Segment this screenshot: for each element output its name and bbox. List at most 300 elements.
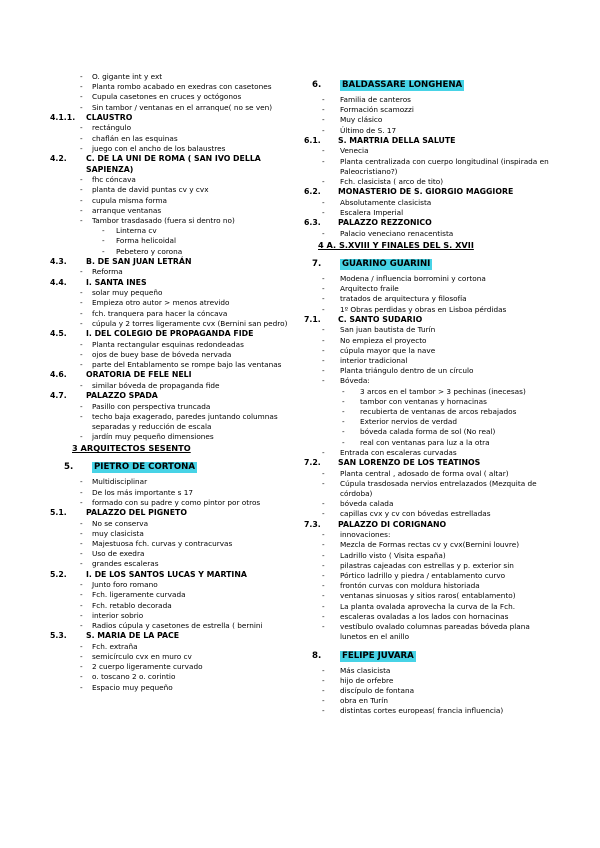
bullet-dash: - (322, 284, 325, 294)
bullet-item (304, 325, 554, 335)
bullet-dash: - (80, 123, 83, 133)
bullet-text: muy clasicista (92, 528, 144, 538)
bullet-dash: - (322, 345, 325, 355)
bullet-item (304, 376, 554, 386)
bullet-text: solar muy pequeño (92, 288, 163, 298)
bullet-item (50, 123, 294, 133)
bullet-text: Fch. clasicista ( arco de tito) (340, 177, 444, 187)
bullet-dash: - (80, 349, 83, 359)
bullet-item (50, 206, 294, 216)
bullet-item (50, 621, 294, 631)
bullet-item (304, 407, 554, 417)
bullet-text: No empieza el proyecto (340, 335, 427, 345)
bullet-dash: - (80, 288, 83, 298)
section-heading (50, 570, 294, 581)
bullet-dash: - (322, 294, 325, 304)
bullet-item (50, 590, 294, 600)
bullet-item (50, 144, 294, 154)
bullet-item (304, 602, 554, 612)
bullet-item (50, 432, 294, 442)
section-number: 7.1. (304, 314, 321, 324)
bullet-text: parte del Entablamento se rompe bajo las ventanas (92, 360, 282, 370)
bullet-item (304, 551, 554, 561)
bullet-dash: - (80, 432, 83, 442)
bullet-text: bóveda calada forma de sol (No real) (360, 427, 496, 437)
bullet-dash: - (322, 509, 325, 519)
bullet-item (50, 683, 294, 693)
bullet-text: Forma helicoidal (116, 236, 176, 246)
bullet-text: San juan bautista de Turín (340, 325, 436, 335)
bullet-text: ventanas sinuosas y sitios raros( entablamento) (340, 591, 516, 601)
bullet-dash: - (322, 696, 325, 706)
bullet-text: ojos de buey base de bóveda nervada (92, 349, 232, 359)
bullet-item (50, 477, 294, 487)
bullet-dash: - (80, 590, 83, 600)
bullet-item (304, 95, 554, 105)
bullet-dash: - (80, 72, 83, 81)
bullet-dash: - (80, 682, 83, 692)
bullet-item (304, 198, 554, 208)
bullet-dash: - (322, 581, 325, 591)
bullet-dash: - (322, 356, 325, 366)
section-number: 7.2. (304, 458, 321, 468)
bullet-text: tambor con ventanas y hornacinas (360, 396, 487, 406)
bullet-dash: - (342, 417, 345, 427)
bullet-item (304, 346, 554, 356)
section-number: 5.3. (50, 631, 67, 641)
bullet-dash: - (322, 115, 325, 125)
bullet-text: No se conserva (92, 518, 149, 528)
bullet-dash: - (80, 339, 83, 349)
architect-name: FELIPE JUVARA (342, 650, 414, 661)
bullet-dash: - (322, 447, 325, 457)
bullet-dash: - (80, 205, 83, 215)
section-heading (304, 520, 554, 531)
bullet-text: similar bóveda de propaganda fide (92, 380, 220, 390)
bullet-item (304, 427, 554, 437)
bullet-text: rectángulo (92, 123, 132, 133)
bullet-dash: - (322, 478, 325, 488)
bullet-text: Escalera Imperial (340, 208, 404, 218)
bullet-text: real con ventanas para luz a la otra (360, 437, 490, 447)
bullet-item (50, 298, 294, 308)
bullet-item (304, 305, 554, 315)
bullet-dash: - (102, 246, 105, 256)
bullet-dash: - (322, 499, 325, 509)
bullet-item (50, 103, 294, 113)
section-number: 6.2. (304, 187, 321, 197)
bullet-dash: - (322, 540, 325, 550)
bullet-dash: - (102, 226, 105, 236)
bullet-text: Tambor trasdasado (fuera si dentro no) (92, 216, 235, 226)
bullet-text: Cupula casetones en cruces y octógonos (92, 92, 242, 102)
bullet-item (304, 622, 554, 642)
right-column (304, 72, 554, 717)
section-heading (50, 329, 294, 340)
bullet-text: tratados de arquitectura y filosofía (340, 294, 467, 304)
bullet-dash: - (322, 105, 325, 115)
bullet-item (304, 509, 554, 519)
bullet-item (50, 601, 294, 611)
bullet-text: discípulo de fontana (340, 685, 415, 695)
bullet-item (304, 591, 554, 601)
section-title: I. DE LOS SANTOS LUCAS Y MARTINA (86, 569, 247, 579)
section-heading (50, 370, 294, 381)
architect-name: BALDASSARE LONGHENA (342, 80, 463, 90)
bullet-text: pilastras cajeadas con estrellas y p. exterior sin (340, 560, 514, 570)
bullet-text: hijo de orfebre (340, 675, 394, 685)
bullet-text: cupula misma forma (92, 195, 168, 205)
bullet-text: cúpula mayor que la nave (340, 345, 436, 355)
bullet-text: Pasillo con perspectiva truncada (92, 401, 211, 411)
bullet-text: Entrada con escaleras curvadas (340, 447, 457, 457)
bullet-item (50, 350, 294, 360)
section-heading (50, 257, 294, 268)
bullet-dash: - (342, 427, 345, 437)
bullet-dash: - (80, 600, 83, 610)
bullet-dash: - (80, 641, 83, 651)
bullet-item (50, 72, 294, 82)
section-title: MONASTERIO DE S. GIORGIO MAGGIORE (338, 187, 514, 197)
bullet-dash: - (322, 468, 325, 478)
bullet-item (50, 247, 294, 257)
bullet-item (304, 387, 554, 397)
bullet-item (304, 417, 554, 427)
bullet-text: Sin tambor / ventanas en el arranque( no se ven) (92, 102, 273, 112)
section-number: 4.5. (50, 329, 67, 339)
bullet-item (50, 549, 294, 559)
bullet-item (304, 561, 554, 571)
bullet-dash: - (80, 518, 83, 528)
bullet-dash: - (322, 571, 325, 581)
bullet-text: Formación scamozzi (340, 105, 414, 115)
section-number: 4.7. (50, 391, 67, 401)
bullet-text: escaleras ovaladas a los lados con hornacinas (340, 611, 509, 621)
bullet-item (304, 284, 554, 294)
bullet-dash: - (80, 662, 83, 672)
section-title: B. DE SAN JUAN LETRÁN (86, 256, 192, 266)
bullet-text: Majestuosa fch. curvas y contracurvas (92, 539, 233, 549)
bullet-text: innovaciones: (340, 530, 391, 540)
bullet-item (50, 185, 294, 195)
bullet-item (50, 134, 294, 144)
section-heading (50, 278, 294, 289)
bullet-item (50, 196, 294, 206)
bullet-item (50, 611, 294, 621)
bullet-item (50, 539, 294, 549)
section-number: 4.1.1. (50, 112, 76, 122)
bullet-text: Pebetero y corona (116, 246, 183, 256)
bullet-text: techo baja exagerado, paredes juntando columnas separadas y reducción de escala (92, 411, 278, 432)
bullet-item (50, 672, 294, 682)
bullet-text: bóveda calada (340, 499, 394, 509)
bullet-item (50, 82, 294, 92)
bullet-text: formado con su padre y como pintor por otros (92, 497, 261, 507)
bullet-item (304, 581, 554, 591)
bullet-item (304, 448, 554, 458)
section-number: 4.3. (50, 256, 67, 266)
bullet-dash: - (80, 360, 83, 370)
bullet-item (304, 686, 554, 696)
architect-number: 8. (312, 650, 322, 661)
bullet-text: Empieza otro autor > menos atrevido (92, 298, 230, 308)
bullet-dash: - (80, 477, 83, 487)
architect-number: 7. (312, 259, 322, 270)
bullet-text: 2 cuerpo ligeramente curvado (92, 662, 203, 672)
section-title: I. DEL COLEGIO DE PROPAGANDA FIDE (86, 329, 254, 339)
bullet-dash: - (80, 621, 83, 631)
left-column (50, 72, 294, 693)
bullet-text: Bóveda: (340, 376, 370, 386)
section-number: 4.2. (50, 154, 67, 164)
bullet-text: chaflán en las esquinas (92, 133, 178, 143)
bullet-text: Linterna cv (116, 226, 157, 236)
bullet-text: Último de S. 17 (340, 125, 397, 135)
bullet-item (50, 529, 294, 539)
bullet-dash: - (80, 216, 83, 226)
bullet-text: Uso de exedra (92, 549, 145, 559)
bullet-dash: - (80, 487, 83, 497)
bullet-dash: - (322, 146, 325, 156)
bullet-text: Planta rombo acabado en exedras con casetones (92, 82, 272, 92)
bullet-dash: - (80, 559, 83, 569)
bullet-dash: - (322, 274, 325, 284)
bullet-text: Planta rectangular esquinas redondeadas (92, 339, 244, 349)
bullet-item (304, 146, 554, 156)
bullet-dash: - (322, 675, 325, 685)
bullet-dash: - (322, 95, 325, 104)
bullet-item (50, 267, 294, 277)
bullet-item (304, 105, 554, 115)
section-title: C. DE LA UNI DE ROMA ( SAN IVO DELLA SAPIENZA) (86, 154, 261, 174)
bullet-item (304, 706, 554, 716)
bullet-dash: - (80, 195, 83, 205)
bullet-item (304, 157, 554, 177)
bullet-text: Multidisciplinar (92, 477, 148, 487)
bullet-dash: - (322, 611, 325, 621)
bullet-dash: - (80, 401, 83, 411)
bullet-text: juego con el ancho de los balaustres (92, 143, 226, 153)
bullet-item (304, 540, 554, 550)
bullet-text: distintas cortes europeas( francia influencia) (340, 706, 504, 716)
section-title: I. SANTA INES (86, 277, 147, 287)
bullet-dash: - (80, 528, 83, 538)
bullet-item (304, 676, 554, 686)
bullet-item (304, 438, 554, 448)
bullet-item (50, 519, 294, 529)
bullet-text: recubierta de ventanas de arcos rebajados (360, 407, 517, 417)
bullet-text: 3 arcos en el tambor > 3 pechinas (inecesas) (360, 386, 526, 396)
bullet-dash: - (322, 376, 325, 386)
bullet-dash: - (322, 125, 325, 135)
section-number: 6.3. (304, 218, 321, 228)
bullet-text: De los más importante s 17 (92, 487, 194, 497)
bullet-dash: - (80, 411, 83, 421)
bullet-item (304, 274, 554, 284)
bullet-dash: - (322, 560, 325, 570)
bullet-item (304, 126, 554, 136)
section-heading (50, 391, 294, 402)
bullet-dash: - (80, 133, 83, 143)
section-heading (304, 136, 554, 147)
bullet-item (50, 175, 294, 185)
section-heading (304, 218, 554, 229)
bullet-text: 1º Obras perdidas y obras en Lisboa pérdidas (340, 304, 507, 314)
bullet-dash: - (342, 407, 345, 417)
bullet-item (50, 236, 294, 246)
bullet-item (50, 642, 294, 652)
bullet-dash: - (80, 318, 83, 328)
section-heading (304, 458, 554, 469)
architect-number: 6. (312, 80, 322, 90)
bullet-text: Radios cúpula y casetones de estrella ( bernini (92, 621, 263, 631)
bullet-item (50, 402, 294, 412)
bullet-item (304, 356, 554, 366)
chapter-heading: 3 ARQUITECTOS SESENTO (72, 443, 191, 454)
bullet-text: grandes escaleras (92, 559, 159, 569)
section-heading (50, 631, 294, 642)
bullet-dash: - (322, 197, 325, 207)
section-title: S. MARIA DE LA PACE (86, 631, 180, 641)
section-title: C. SANTO SUDARIO (338, 314, 423, 324)
bullet-item (304, 229, 554, 239)
bullet-item (304, 366, 554, 376)
bullet-text: fhc cóncava (92, 175, 136, 185)
section-title: SAN LORENZO DE LOS TEATINOS (338, 458, 481, 468)
bullet-dash: - (322, 228, 325, 238)
bullet-item (304, 571, 554, 581)
bullet-text: semicírculo cvx en muro cv (92, 652, 192, 662)
bullet-item (50, 360, 294, 370)
section-title: PALAZZO DEL PIGNETO (86, 508, 187, 518)
bullet-dash: - (80, 652, 83, 662)
bullet-dash: - (322, 335, 325, 345)
bullet-text: capillas cvx y cv con bóvedas estrelladas (340, 509, 491, 519)
bullet-item (50, 381, 294, 391)
bullet-text: Junto foro romano (92, 580, 158, 590)
bullet-dash: - (322, 304, 325, 314)
bullet-dash: - (80, 308, 83, 318)
bullet-dash: - (80, 298, 83, 308)
bullet-text: obra en Turín (340, 696, 388, 706)
bullet-item (50, 652, 294, 662)
bullet-dash: - (322, 591, 325, 601)
bullet-dash: - (342, 386, 345, 396)
bullet-item (304, 612, 554, 622)
bullet-text: Reforma (92, 267, 123, 277)
architect-heading (50, 462, 294, 473)
bullet-text: Exterior nervios de verdad (360, 417, 457, 427)
bullet-item (50, 309, 294, 319)
bullet-text: planta de david puntas cv y cvx (92, 185, 209, 195)
bullet-dash: - (322, 156, 325, 166)
bullet-item (50, 559, 294, 569)
bullet-item (50, 92, 294, 102)
bullet-dash: - (322, 177, 325, 187)
architect-heading (304, 651, 554, 662)
section-heading (50, 154, 294, 175)
bullet-item (50, 288, 294, 298)
bullet-dash: - (80, 143, 83, 153)
bullet-text: o. toscano 2 o. corintio (92, 672, 176, 682)
bullet-item (304, 696, 554, 706)
bullet-text: Ladrillo visto ( Visita españa) (340, 550, 446, 560)
architect-name: PIETRO DE CORTONA (94, 462, 195, 473)
bullet-dash: - (322, 366, 325, 376)
bullet-dash: - (102, 236, 105, 246)
bullet-dash: - (80, 580, 83, 590)
bullet-item (50, 488, 294, 498)
bullet-item (304, 115, 554, 125)
bullet-text: Muy clásico (340, 115, 383, 125)
bullet-dash: - (322, 622, 325, 632)
bullet-item (304, 208, 554, 218)
bullet-dash: - (342, 396, 345, 406)
bullet-dash: - (80, 672, 83, 682)
bullet-text: Espacio muy pequeño (92, 682, 173, 692)
bullet-text: jardín muy pequeño dimensiones (92, 432, 214, 442)
bullet-dash: - (80, 267, 83, 277)
chapter-heading: 4 A. S.XVIII Y FINALES DEL S. XVII (318, 240, 474, 251)
bullet-dash: - (80, 82, 83, 92)
bullet-item (304, 177, 554, 187)
section-title: PALAZZO REZZONICO (338, 218, 432, 228)
section-number: 4.6. (50, 370, 67, 380)
bullet-item (304, 479, 554, 499)
bullet-dash: - (80, 92, 83, 102)
bullet-text: Modena / influencia borromini y cortona (340, 274, 486, 284)
bullet-item (304, 294, 554, 304)
bullet-item (50, 662, 294, 672)
section-heading (50, 508, 294, 519)
bullet-dash: - (80, 610, 83, 620)
bullet-text: Planta centralizada con cuerpo longitudinal (inspirada en Paleocristiano?) (340, 156, 549, 176)
bullet-item (304, 469, 554, 479)
bullet-dash: - (322, 706, 325, 716)
bullet-dash: - (80, 102, 83, 112)
section-number: 6.1. (304, 135, 321, 145)
bullet-item (50, 319, 294, 329)
bullet-item (304, 499, 554, 509)
bullet-text: cúpula y 2 torres ligeramente cvx (Bernini san pedro) (92, 318, 288, 328)
bullet-item (50, 412, 294, 432)
bullet-text: frontón curvas con moldura historiada (340, 581, 480, 591)
bullet-text: Fch. ligeramente curvada (92, 590, 186, 600)
bullet-dash: - (80, 497, 83, 507)
section-number: 5.1. (50, 508, 67, 518)
architect-number: 5. (64, 462, 74, 473)
section-number: 4.4. (50, 277, 67, 287)
bullet-dash: - (80, 549, 83, 559)
bullet-text: vestíbulo ovalado columnas pareadas bóveda plana lunetos en el anillo (340, 622, 530, 642)
section-title: PALAZZO DI CORIGNANO (338, 519, 447, 529)
bullet-text: Arquitecto fraile (340, 284, 399, 294)
bullet-dash: - (322, 550, 325, 560)
architect-heading (304, 259, 554, 270)
bullet-dash: - (80, 380, 83, 390)
bullet-dash: - (322, 601, 325, 611)
bullet-text: arranque ventanas (92, 205, 162, 215)
bullet-text: interior sobrio (92, 610, 144, 620)
bullet-dash: - (342, 437, 345, 447)
bullet-text: Venecia (340, 146, 369, 156)
bullet-item (304, 530, 554, 540)
section-heading (304, 315, 554, 326)
bullet-dash: - (322, 530, 325, 540)
bullet-text: Planta central , adosado de forma oval ( altar) (340, 468, 509, 478)
bullet-dash: - (322, 325, 325, 335)
section-title: S. MARTRIA DELLA SALUTE (338, 135, 456, 145)
